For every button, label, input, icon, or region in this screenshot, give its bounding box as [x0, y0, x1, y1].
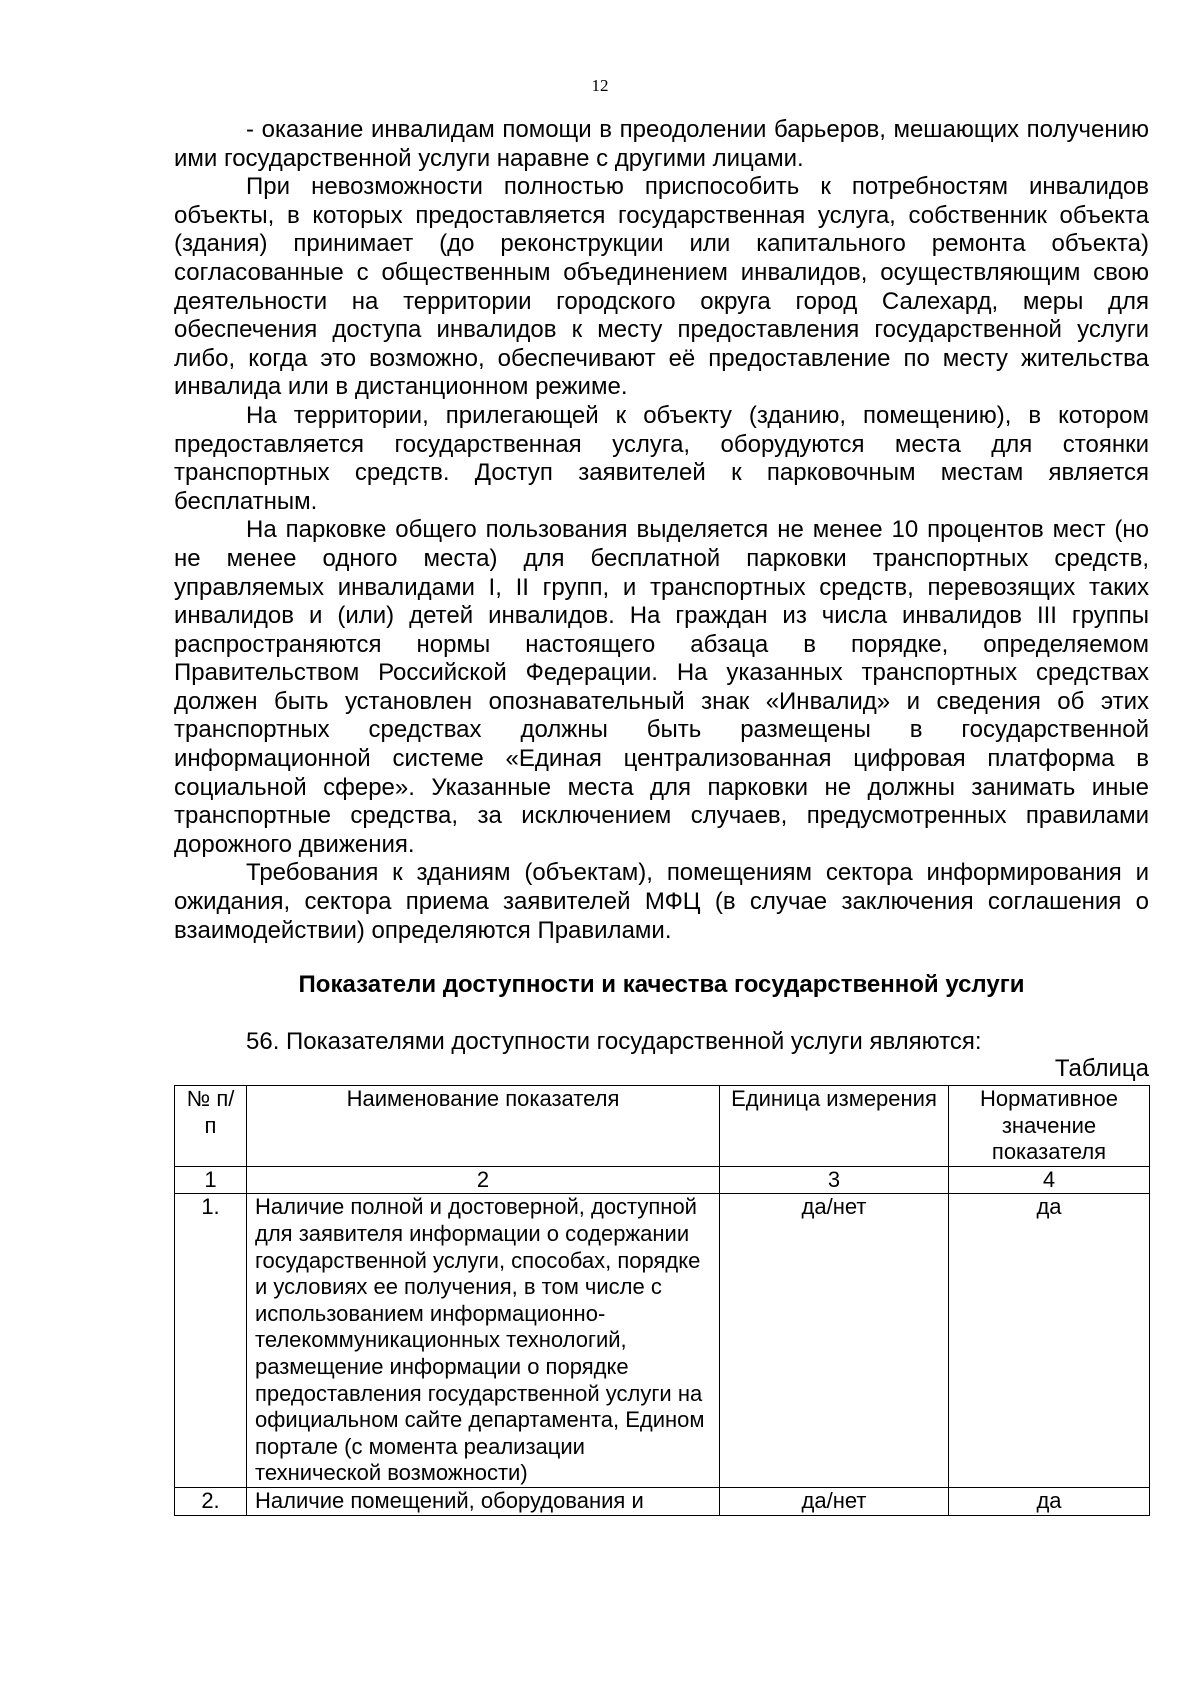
- unit-of-measure: да/нет: [720, 1194, 949, 1488]
- row-number: 2.: [175, 1487, 247, 1515]
- column-number-row: [175, 1166, 1150, 1194]
- table-caption: Таблица: [1054, 1055, 1149, 1082]
- intro-line: 56. Показателями доступности государственной услуги являются:: [246, 1028, 982, 1055]
- unit-of-measure: да/нет: [720, 1487, 949, 1515]
- section-heading: Показатели доступности и качества государственной услуги: [298, 971, 1025, 998]
- page-number: 12: [591, 76, 609, 95]
- table-header-row: [175, 1086, 1150, 1167]
- paragraph: При невозможности полностью приспособить к потребностям инвалидов объекты, в которых предоставляется государственная услуга, собственник объекта (здания) принимает (до реконструкции или капитального ремонта объекта) согласованные с общественным объединением инвалидов, осуществляющим свою деятельности на территории городского округа город Салехард, меры для обеспечения доступа инвалидов к месту предоставления государственной услуги либо, когда это возможно, обеспечивают её предоставление по месту жительства инвалида или в дистанционном режиме.: [174, 173, 1149, 401]
- indicator-name: Наличие помещений, оборудования и: [247, 1487, 720, 1515]
- paragraph: - оказание инвалидам помощи в преодолении барьеров, мешающих получению ими государственной услуги наравне с другими лицами.: [174, 116, 1149, 172]
- paragraph: Требования к зданиям (объектам), помещениям сектора информирования и ожидания, сектора приема заявителей МФЦ (в случае заключения соглашения о взаимодействии) определяются Правилами.: [174, 859, 1149, 944]
- row-number: 1.: [175, 1194, 247, 1488]
- paragraph: На территории, прилегающей к объекту (зданию, помещению), в котором предоставляется государственная услуга, оборудуются места для стоянки транспортных средств. Доступ заявителей к парковочным местам является бесплатным.: [174, 401, 1149, 515]
- header-cell-number: № п/п: [175, 1086, 247, 1167]
- header-cell-value: Нормативное значение показателя: [949, 1086, 1150, 1167]
- table-row: [175, 1194, 1150, 1488]
- header-cell-unit: Единица измерения: [720, 1086, 949, 1167]
- indicator-name: Наличие полной и достоверной, доступной для заявителя информации о содержании государственной услуги, способах, порядке и условиях ее получения, в том числе с использованием информационно-телекоммуникационных технологий, размещение информации о порядке предоставления государственной услуги на официальном сайте департамента, Едином портале (с момента реализации технической возможности): [247, 1194, 720, 1488]
- column-number: 1: [175, 1166, 247, 1194]
- column-number: 4: [949, 1166, 1150, 1194]
- table-row: [175, 1487, 1150, 1515]
- indicators-table: [174, 1085, 1150, 1516]
- column-number: 2: [247, 1166, 720, 1194]
- normative-value: да: [949, 1487, 1150, 1515]
- column-number: 3: [720, 1166, 949, 1194]
- body-text: [174, 116, 1149, 945]
- paragraph: На парковке общего пользования выделяется не менее 10 процентов мест (но не менее одного места) для бесплатной парковки транспортных средств, управляемых инвалидами I, II групп, и транспортных средств, перевозящих таких инвалидов и (или) детей инвалидов. На граждан из числа инвалидов III группы распространяются нормы настоящего абзаца в порядке, определяемом Правительством Российской Федерации. На указанных транспортных средствах должен быть установлен опознавательный знак «Инвалид» и сведения об этих транспортных средствах должны быть размещены в государственной информационной системе «Единая централизованная цифровая платформа в социальной сфере». Указанные места для парковки не должны занимать иные транспортные средства, за исключением случаев, предусмотренных правилами дорожного движения.: [174, 516, 1149, 858]
- normative-value: да: [949, 1194, 1150, 1488]
- header-cell-name: Наименование показателя: [247, 1086, 720, 1167]
